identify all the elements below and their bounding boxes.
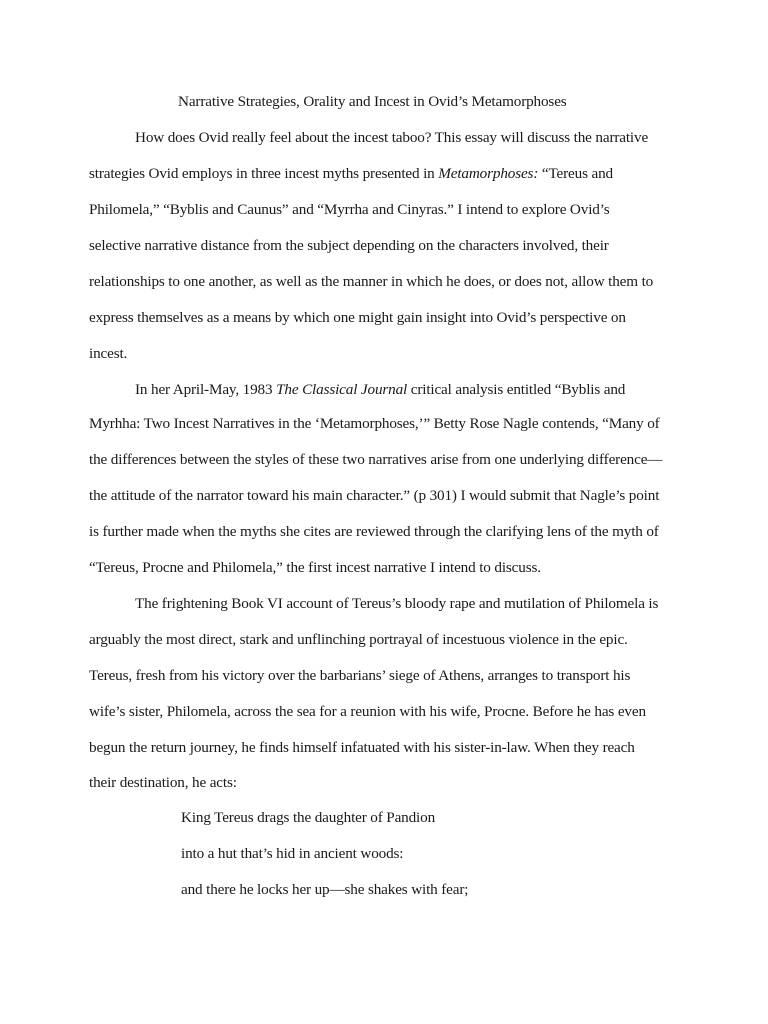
italic-title: Metamorphoses: bbox=[438, 165, 539, 182]
paragraph-2-line: is further made when the myths she cites are reviewed through the clarifying lens of the myth of bbox=[89, 523, 659, 540]
paragraph-3-line: Tereus, fresh from his victory over the barbarians’ siege of Athens, arranges to transport his bbox=[89, 667, 631, 684]
paragraph-2-line: the attitude of the narrator toward his main character.” (p 301) I would submit that Nagle’s point bbox=[89, 487, 660, 504]
paragraph-2-line bbox=[135, 381, 625, 399]
paragraph-3-line: wife’s sister, Philomela, across the sea for a reunion with his wife, Procne. Before he has even bbox=[89, 703, 646, 720]
paragraph-1-line: express themselves as a means by which one might gain insight into Ovid’s perspective on bbox=[89, 309, 626, 326]
paragraph-3-line: begun the return journey, he finds himself infatuated with his sister-in-law. When they reach bbox=[89, 739, 635, 756]
text-run: critical analysis entitled “Byblis and bbox=[407, 381, 626, 398]
paragraph-3-line: their destination, he acts: bbox=[89, 774, 237, 791]
italic-title: The Classical Journal bbox=[276, 381, 408, 398]
paragraph-1-line: Philomela,” “Byblis and Caunus” and “Myrrha and Cinyras.” I intend to explore Ovid’s bbox=[89, 201, 610, 218]
text-run: “Tereus and bbox=[538, 165, 613, 182]
paragraph-2-line: “Tereus, Procne and Philomela,” the first incest narrative I intend to discuss. bbox=[89, 559, 541, 576]
paragraph-1-line: relationships to one another, as well as the manner in which he does, or does not, allow them to bbox=[89, 273, 654, 290]
text-run: strategies Ovid employs in three incest myths presented in bbox=[89, 165, 439, 182]
paragraph-1-line: How does Ovid really feel about the incest taboo? This essay will discuss the narrative bbox=[135, 129, 649, 146]
paragraph-1-line: incest. bbox=[89, 345, 128, 362]
paragraph-2-line: Myrhha: Two Incest Narratives in the ‘Metamorphoses,’” Betty Rose Nagle contends, “Many of bbox=[89, 415, 660, 432]
document-title: Narrative Strategies, Orality and Incest in Ovid’s Metamorphoses bbox=[178, 93, 567, 110]
paragraph-1-line bbox=[89, 165, 613, 183]
quote-line: and there he locks her up—she shakes with fear; bbox=[181, 881, 469, 898]
paragraph-2-line: the differences between the styles of these two narratives arise from one underlying difference— bbox=[89, 451, 663, 468]
paragraph-1-line: selective narrative distance from the subject depending on the characters involved, their bbox=[89, 237, 609, 254]
paragraph-3-line: arguably the most direct, stark and unflinching portrayal of incestuous violence in the epic. bbox=[89, 631, 628, 648]
quote-line: King Tereus drags the daughter of Pandion bbox=[181, 809, 436, 826]
quote-line: into a hut that’s hid in ancient woods: bbox=[181, 845, 404, 862]
paragraph-3-line: The frightening Book VI account of Tereus’s bloody rape and mutilation of Philomela is bbox=[135, 595, 659, 612]
text-run: In her April-May, 1983 bbox=[135, 381, 277, 398]
